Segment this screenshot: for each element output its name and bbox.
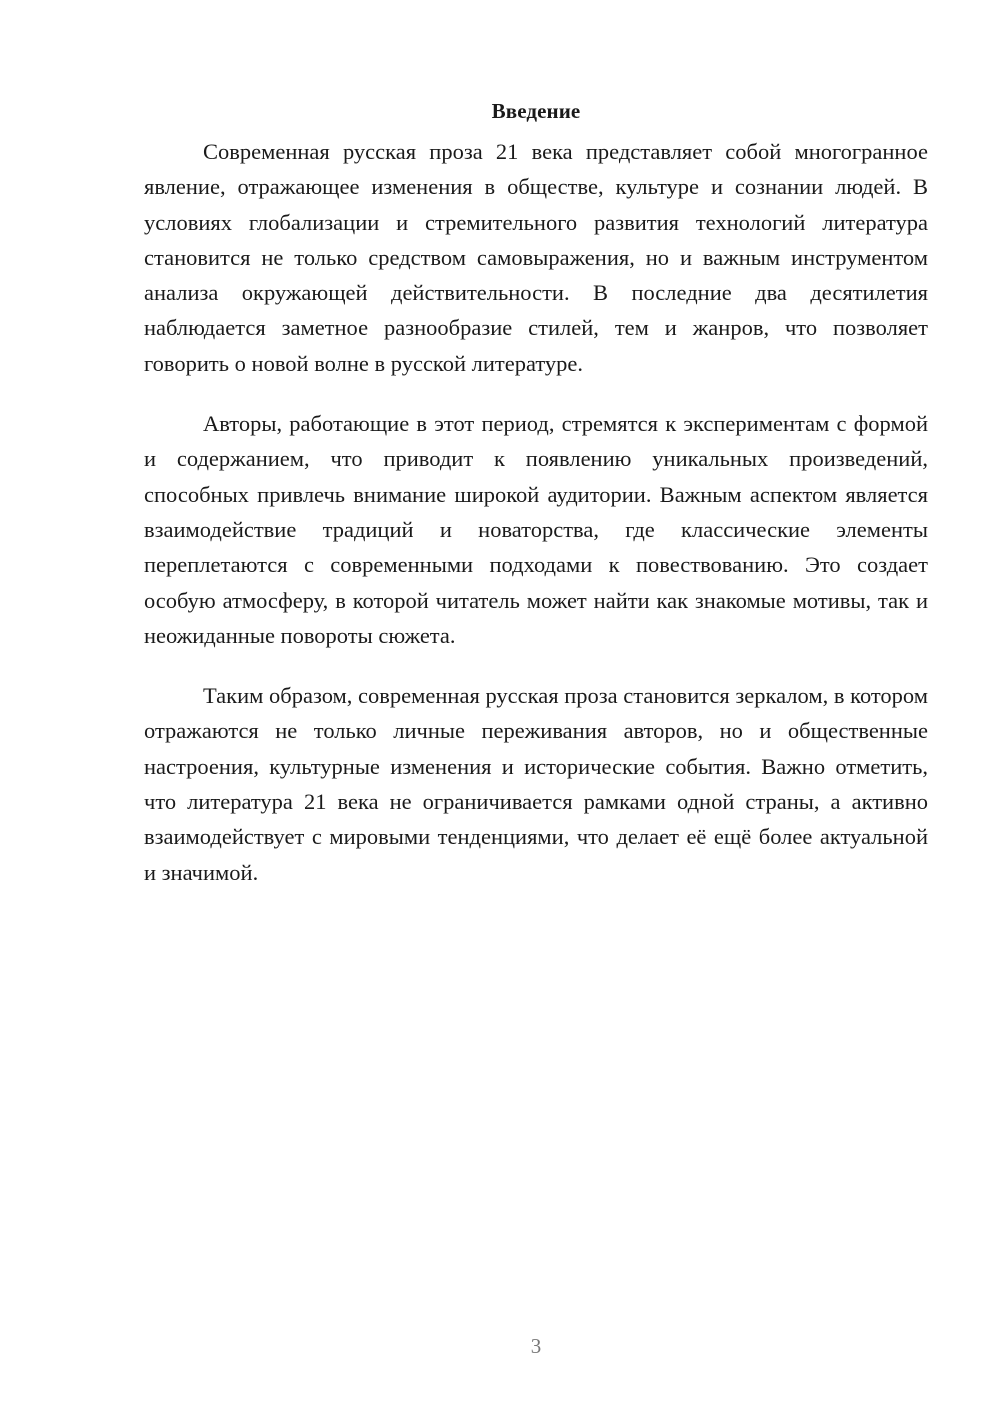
section-title: Введение bbox=[491, 99, 581, 123]
page-number: 3 bbox=[530, 1334, 542, 1358]
paragraph-1: Современная русская проза 21 века представляет собой многогранное явление, отражающее изменения в обществе, культуре и сознании людей. В условиях глобализации и стремительного развития технологий литература становится не только средством самовыражения, но и важным инструментом анализа окружающей действительности. В последние два десятилетия наблюдается заметное разнообразие стилей, тем и жанров, что позволяет говорить о новой волне в русской литературе. bbox=[144, 139, 928, 376]
page-content bbox=[144, 94, 928, 915]
paragraph-3: Таким образом, современная русская проза становится зеркалом, в котором отражаются не только личные переживания авторов, но и общественные настроения, культурные изменения и исторические события. Важно отметить, что литература 21 века не ограничивается рамками одной страны, а активно взаимодействует с мировыми тенденциями, что делает её ещё более актуальной и значимой. bbox=[144, 683, 928, 885]
paragraph-2: Авторы, работающие в этот период, стремятся к экспериментам с формой и содержанием, что приводит к появлению уникальных произведений, способных привлечь внимание широкой аудитории. Важным аспектом является взаимодействие традиций и новаторства, где классические элементы переплетаются с современными подходами к повествованию. Это создает особую атмосферу, в которой читатель может найти как знакомые мотивы, так и неожиданные повороты сюжета. bbox=[144, 411, 928, 648]
